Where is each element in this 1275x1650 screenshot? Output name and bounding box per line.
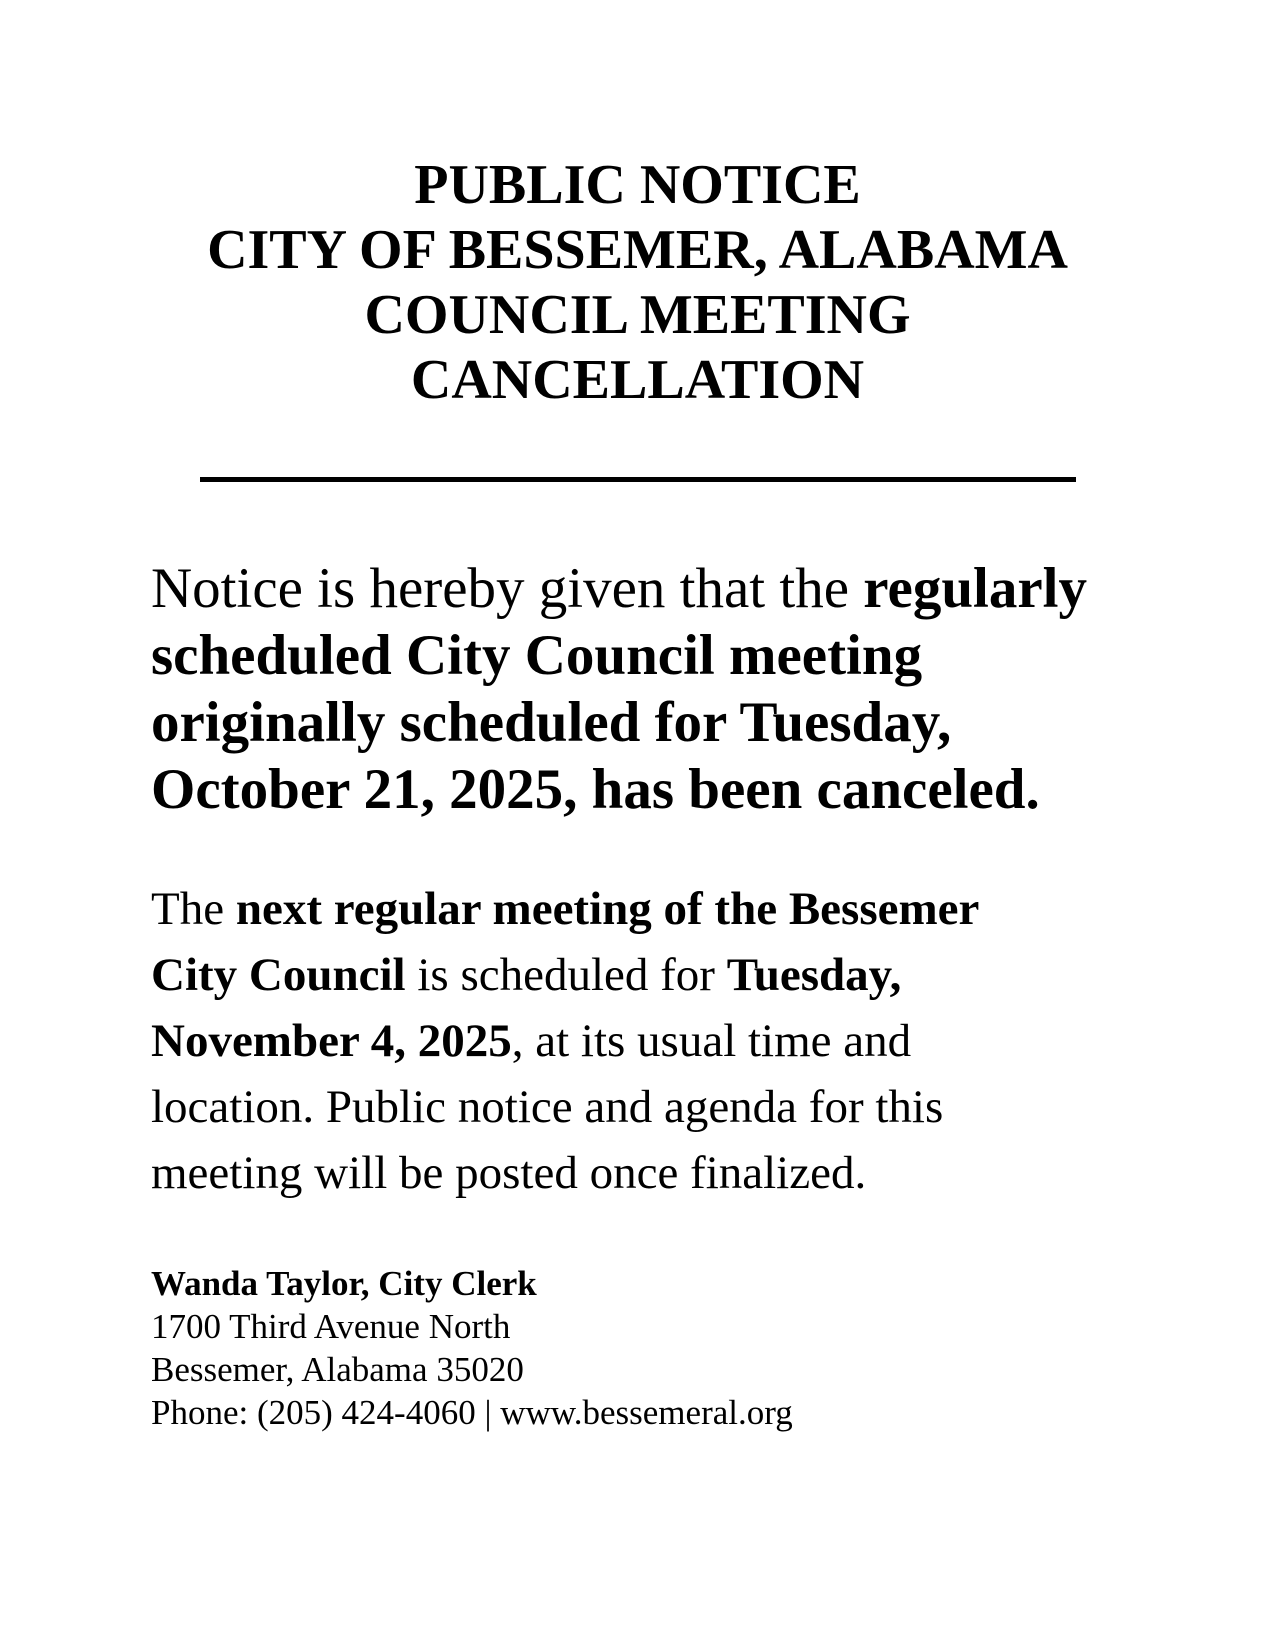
- title-line-3: COUNCIL MEETING: [364, 284, 911, 346]
- title-line-1: PUBLIC NOTICE: [414, 154, 861, 216]
- paragraph-line: originally scheduled for Tuesday,: [151, 691, 952, 754]
- paragraph-line: scheduled City Council meeting: [151, 624, 923, 687]
- notice-title: [0, 153, 1275, 413]
- paragraph-line: [151, 942, 1211, 1008]
- contact-line: Phone: (205) 424-4060 | www.bessemeral.org: [151, 1393, 793, 1432]
- text-run: The: [151, 883, 236, 935]
- text-run: Notice is hereby given that the: [151, 557, 864, 620]
- cancellation-paragraph: [151, 555, 1211, 823]
- text-run-bold: Tuesday,: [726, 949, 902, 1001]
- text-run: is scheduled for: [405, 949, 727, 1001]
- paragraph-line: location. Public notice and agenda for this: [151, 1081, 944, 1133]
- title-divider: [200, 477, 1076, 482]
- title-line-4: CANCELLATION: [410, 349, 865, 411]
- paragraph-line: meeting will be posted once finalized.: [151, 1147, 867, 1199]
- paragraph-line: [151, 555, 1211, 622]
- paragraph-line: October 21, 2025, has been canceled.: [151, 758, 1040, 821]
- text-run: , at its usual time and: [511, 1015, 912, 1067]
- text-run-bold: regularly: [863, 557, 1088, 620]
- paragraph-line: [151, 1008, 1211, 1074]
- signature-block: [151, 1262, 793, 1434]
- paragraph-line: [151, 876, 1211, 942]
- clerk-name: Wanda Taylor, City Clerk: [151, 1264, 537, 1303]
- text-run-bold: November 4, 2025: [151, 1015, 512, 1067]
- title-line-2: CITY OF BESSEMER, ALABAMA: [207, 219, 1068, 281]
- text-run-bold: City Council: [151, 949, 406, 1001]
- address-line-2: Bessemer, Alabama 35020: [151, 1350, 524, 1389]
- text-run-bold: next regular meeting of the Bessemer: [235, 883, 980, 935]
- next-meeting-paragraph: [151, 876, 1211, 1206]
- address-line-1: 1700 Third Avenue North: [151, 1307, 511, 1346]
